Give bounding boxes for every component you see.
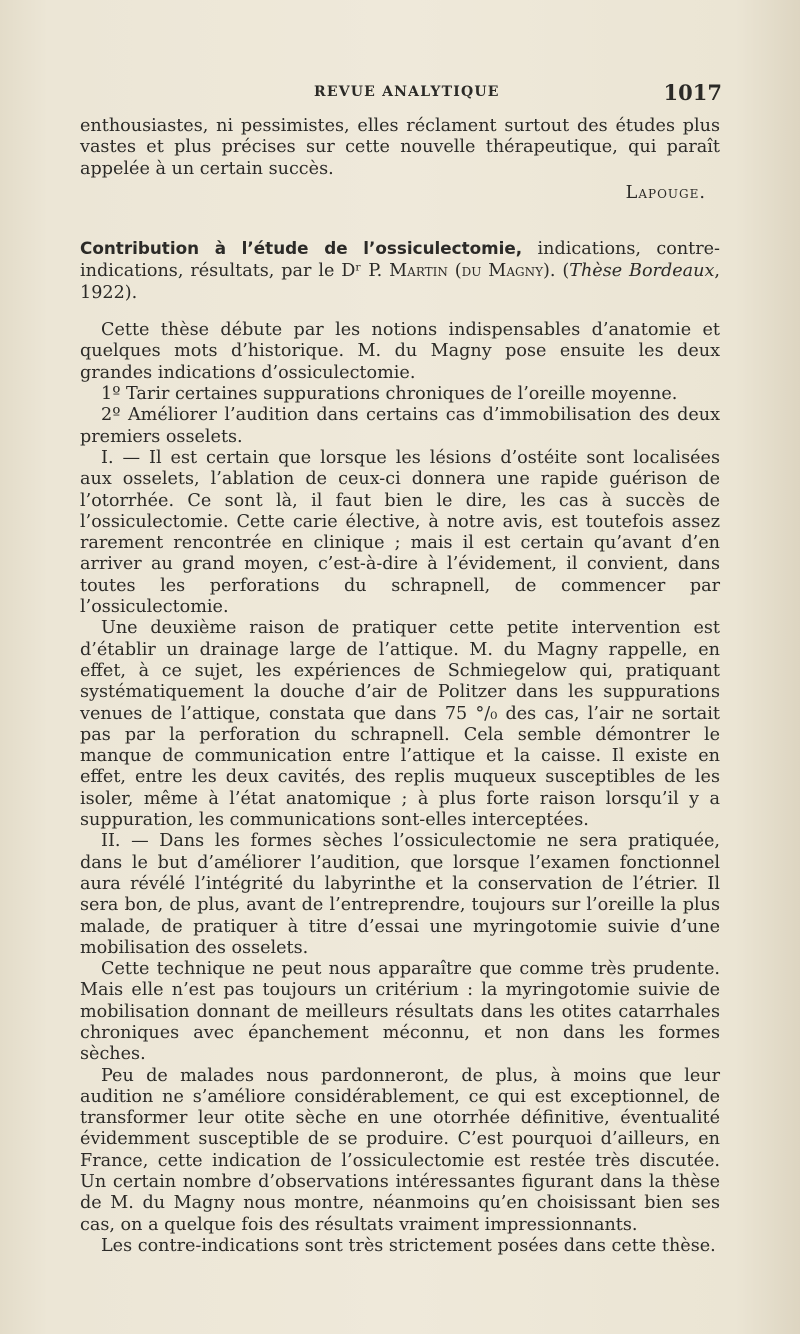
indication-1: 1º Tarir certaines suppurations chroniques de l’oreille moyenne. — [101, 384, 678, 405]
previous-review-ending: enthousiastes, ni pessimistes, elles réclament surtout des études plus vastes et plus précises sur cette nouvelle thérapeutique, qui paraît appelée à un certain succès. — [80, 116, 720, 179]
review-paragraph: II. — Dans les formes sèches l’ossiculectomie ne sera pratiquée, dans le but d’améliorer l’audition, que lorsque l’examen fonctionnel aura révélé l’intégrité du labyrinthe et la conservation de l’étrier. Il sera bon, de plus, avant de l’entreprendre, toujours sur l’oreille la plus malade, de pratiquer à titre d’essai une myringotomie suivie d’une mobilisation des osselets. — [80, 831, 720, 958]
review-paragraph: Cette technique ne peut nous apparaître que comme très prudente. Mais elle n’est pas toujours un critérium : la myringotomie suivie de mobilisation donnant de meilleurs résultats dans les otites catarrhales chroniques avec épanchement méconnu, et non dans les formes sèches. — [80, 959, 720, 1065]
review-heading — [80, 237, 720, 304]
page-number: 1017 — [663, 80, 722, 105]
review-details: indications, contre-indications, résultats, par le Dʳ P. — [80, 239, 721, 282]
reviewer-signature: Lapouge. — [625, 182, 706, 203]
body-text — [80, 116, 720, 1257]
source-open: . ( — [549, 261, 570, 282]
source-title: Thèse Bordeaux — [569, 261, 715, 282]
source-close: , 1922). — [80, 261, 720, 304]
review-paragraph: Une deuxième raison de pratiquer cette petite intervention est d’établir un drainage large de l’attique. M. du Magny rappelle, en effet, à ce sujet, les expériences de Schmiegelow qui, pratiquant systématiquement la douche d’air de Politzer dans les suppurations venues de l’attique, constata que dans 75 °/₀ des cas, l’air ne sortait pas par la perforation du schrapnell. Cela semble démontrer le manque de communication entre l’attique et la caisse. Il existe en effet, entre les deux cavités, des replis muqueux susceptibles de les isoler, même à l’état anatomique ; à plus forte raison lorsqu’il y a suppuration, les communications sont-elles interceptées. — [80, 618, 720, 831]
review-paragraph: Peu de malades nous pardonneront, de plus, à moins que leur audition ne s’améliore considérablement, ce qui est exceptionnel, de transformer leur otite sèche en une otorrhée définitive, éventualité évidemment susceptible de se produire. C’est pourquoi d’ailleurs, en France, cette indication de l’ossiculectomie est restée très discutée. Un certain nombre d’observations intéressantes figurant dans la thèse de M. du Magny nous montre, néanmoins qu’en choisissant bien ses cas, on a quelque fois des résultats vraiment impressionnants. — [80, 1065, 720, 1235]
page-header — [80, 80, 720, 106]
review-paragraph: I. — Il est certain que lorsque les lésions d’ostéite sont localisées aux osselets, l’ablation de ceux-ci donnera une rapide guérison de l’otorrhée. Ce sont là, il faut bien le dire, les cas à succès de l’ossiculectomie. Cette carie élective, à notre avis, est toutefois assez rarement rencontrée en clinique ; mais il est certain qu’avant d’en arriver au grand moyen, c’est-à-dire à l’évidement, il convient, dans toutes les perforations du schrapnell, de commencer par l’ossiculectomie. — [80, 447, 720, 618]
review-title: Contribution à l’étude de l’ossiculectomie, — [80, 238, 523, 259]
review-paragraph: Les contre-indications sont très strictement posées dans cette thèse. — [101, 1235, 716, 1256]
review-paragraph: Cette thèse débute par les notions indispensables d’anatomie et quelques mots d’historique. M. du Magny pose ensuite les deux grandes indications d’ossiculectomie. — [80, 320, 720, 383]
running-title: REVUE ANALYTIQUE — [314, 84, 500, 100]
review-author: Martin (du Magny) — [389, 261, 550, 282]
indication-2: 2º Améliorer l’audition dans certains cas d’immobilisation des deux premiers osselets. — [80, 405, 720, 447]
